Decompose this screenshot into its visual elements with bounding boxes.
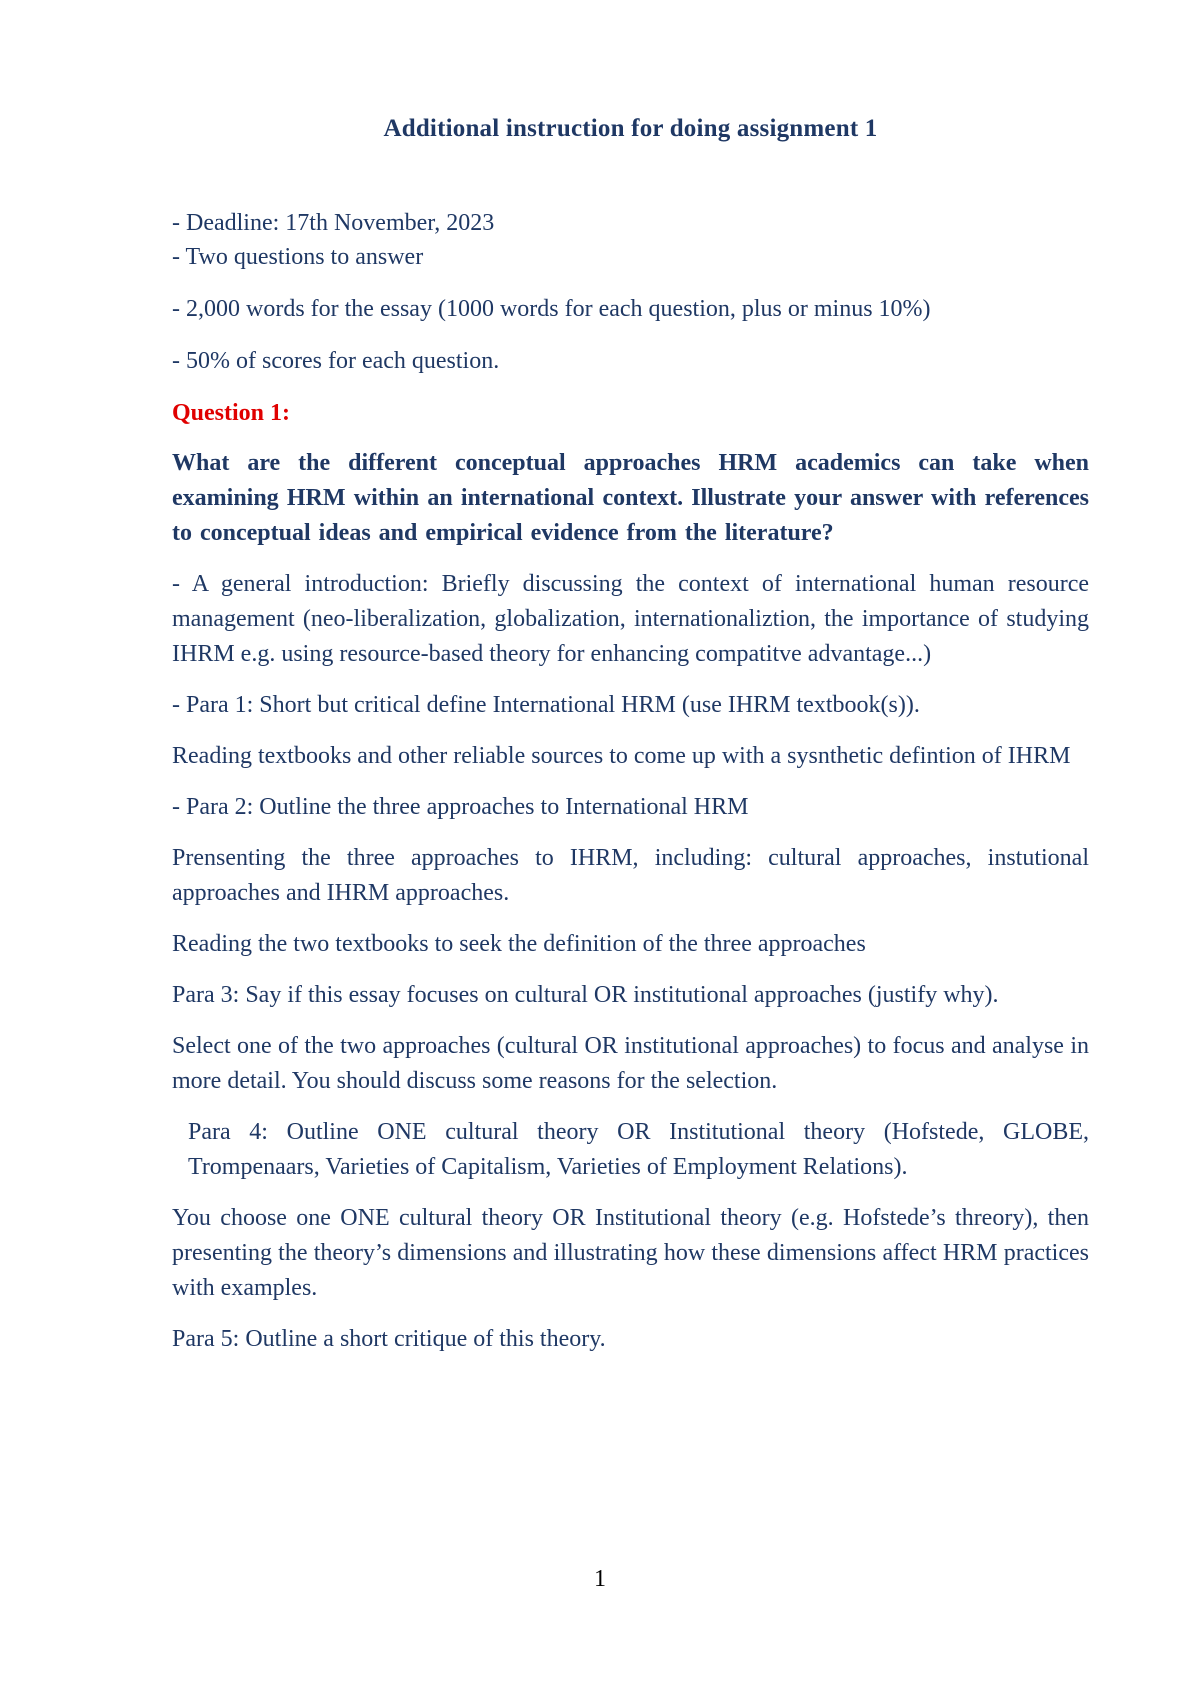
questions-count-item: - Two questions to answer xyxy=(172,244,424,270)
paragraph-para1: - Para 1: Short but critical define International HRM (use IHRM textbook(s)). xyxy=(172,692,920,718)
deadline-item: - Deadline: 17th November, 2023 xyxy=(172,210,495,236)
paragraph-para3-guidance: Select one of the two approaches (cultural OR institutional approaches) to focus and analyse in more detail. You should discuss some reasons for the selection. xyxy=(172,1033,1089,1094)
document-title: Additional instruction for doing assignment 1 xyxy=(383,115,878,142)
word-count-item: - 2,000 words for the essay (1000 words for each question, plus or minus 10%) xyxy=(172,296,931,322)
paragraph-para5: Para 5: Outline a short critique of this theory. xyxy=(172,1326,606,1352)
paragraph-para2-reading: Reading the two textbooks to seek the definition of the three approaches xyxy=(172,931,866,957)
paragraph-para4: Para 4: Outline ONE cultural theory OR Institutional theory (Hofstede, GLOBE, Trompenaars, Varieties of Capitalism, Varieties of Employment Relations). xyxy=(188,1119,1089,1180)
paragraph-para4-guidance: You choose one ONE cultural theory OR Institutional theory (e.g. Hofstede’s threory), then presenting the theory’s dimensions and illustrating how these dimensions affect HRM practices with examples. xyxy=(172,1205,1089,1301)
document-body xyxy=(172,112,1089,1373)
paragraph-para3: Para 3: Say if this essay focuses on cultural OR institutional approaches (justify why). xyxy=(172,982,999,1008)
paragraph-introduction: - A general introduction: Briefly discussing the context of international human resource management (neo-liberalization, globalization, internationaliztion, the importance of studying IHRM e.g. using resource-based theory for enhancing compatitve advantage...) xyxy=(172,571,1089,667)
scoring-item: - 50% of scores for each question. xyxy=(172,348,500,374)
paragraph-para1-guidance: Reading textbooks and other reliable sources to come up with a sysnthetic defintion of IHRM xyxy=(172,743,1071,769)
question-1-heading: Question 1: xyxy=(172,400,291,426)
page-number: 1 xyxy=(594,1566,606,1592)
paragraph-para2: - Para 2: Outline the three approaches to International HRM xyxy=(172,794,749,820)
question-1-text: What are the different conceptual approaches HRM academics can take when examining HRM within an international context. Illustrate your answer with references to conceptual ideas and empirical evidence from the literature? xyxy=(172,450,1089,546)
paragraph-para2-guidance: Prensenting the three approaches to IHRM, including: cultural approaches, instutional approaches and IHRM approaches. xyxy=(172,845,1089,906)
